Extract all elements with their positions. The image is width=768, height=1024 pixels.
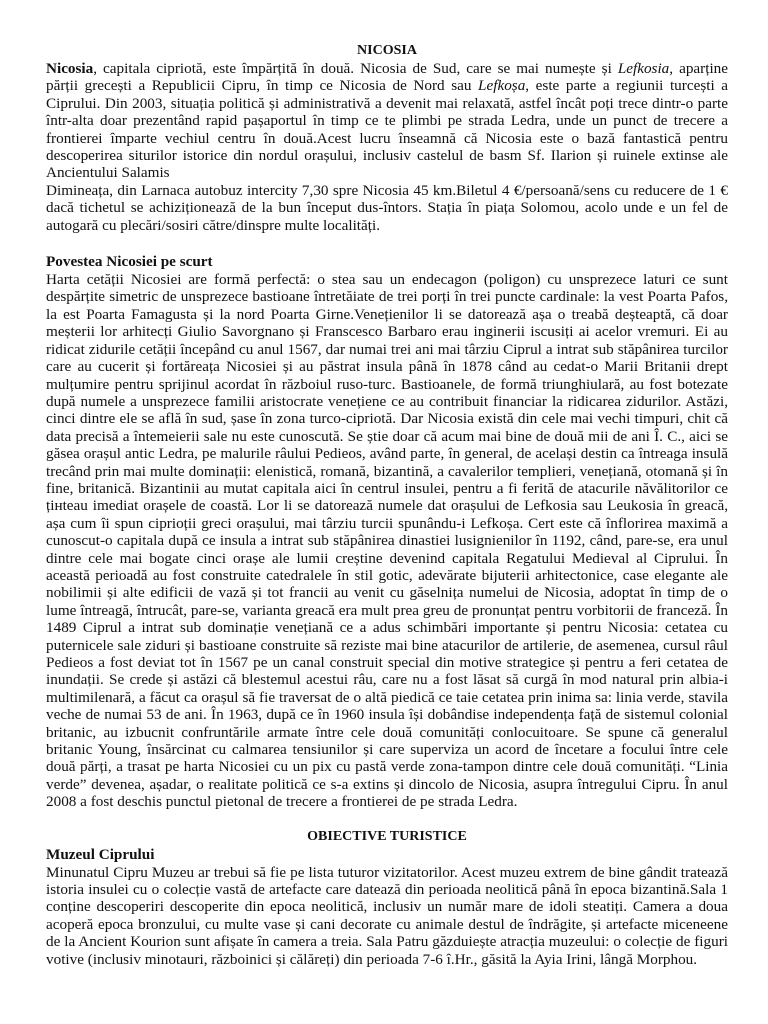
intro-text-part2: , aparține părții grecești a Republicii Cipru, în timp ce Nicosia de Nord sau [46,60,728,95]
museum-heading: Muzeul Ciprului [46,845,155,863]
history-paragraph: Harta cetății Nicosiei are formă perfectă: o stea sau un endecagon (poligon) cu unsprezece laturi ce sunt despărțite simetric de unsprezece bastioane întretăiate de trei porți în trei puncte cardinale: la vest Poarta Pafos, la est Poarta Famagusta și la nord Poarta Girne.Venețienilor li se datorează așa o treabă deșteaptă, că doar meșterii lor arhitecți Giulio Savorgnano și Franscesco Barbaro erau inginerii iscusiți ai acelor vremuri. Ei au ridicat zidurile cetății începând cu anul 1567, dar numai trei ani mai târziu Ciprul a intrat sub stăpânirea turcilor care au cucerit și fortăreața Nicosiei și au păstrat insula până în 1878 când au cedat-o Marii Britanii drept mulțumire pentru sprijinul acordat în războiul ruso-turc. Bastioanele, de formă triunghiulară, au fost botezate după numele a unsprezece familii aristocrate venețiene ce au contribuit financiar la ridicarea zidurilor. Astăzi, cinci dintre ele se află în sud, șase în zona turco-cipriotă. Dar Nicosia există din cele mai vechi timpuri, chit că data precisă a întemeierii sale nu este cunoscută. Se știe doar că acum mai bine de două mii de ani Î. C., aici se găsea orașul antic Ledra, pe malurile râului Pedieos, având parte, în general, de același destin ca întreaga insulă trecând prin mai multe dominații: elenistică, romană, bizantină, a cavalerilor templieri, venețiană, otomană și în fine, britanică. Bizantinii au mutat capitala aici în centrul insulei, pentru a fi ferită de atacurile năvălitorilor ce țінteau imediat orașele de coastă. Lor li se datorează numele dat orașului de Lefkosia sau Leukosia în greacă, așa cum îi spun ciprioții greci orașului, mai târziu turcii spunându-i Lefkoșa. Cert este că înflorirea maximă a cunoscut-o capitala după ce insula a intrat sub stăpânirea dinastiei lusignienilor în 1192, când, pare-se, era unul dintre cele mai bogate cinci orașe ale lumii creștine devenind capitala Regatului Medieval al Ciprului. În această perioadă au fost construite catedralele în stil gotic, adevărate bijuterii arhitectonice, case elegante ale nobilimii și alte edificii de vază și tot francii au venit cu găselnița numelui de Nicosia, adoptat în timp de o lume întreagă, întrucât, pare-se, varianta greacă era mult prea greu de pronunțat pentru vorbitorii de franceză. În 1489 Ciprul a intrat sub dominație venețiană ce a adus schimbări importante și pentru Nicosia: cetatea cu puternicele sale ziduri și bastioane construite să reziste mai bine atacurilor de artilerie, de asemenea, cursul râul Pedieos a fost deviat tot în 1567 pe un canal construit special din motive strategice și pentru a feri cetatea de inundații. Se crede și astăzi că blestemul acestui râu, care nu a fost lăsat să curgă în mod natural prin albia-i multimilenară, a făcut ca orașul să fie traversat de o altă piedică ce taie cetatea prin inima sa: linia verde, stavila veche de numai 53 de ani. În 1963, după ce în 1960 insula își dobândise independența față de sistemul colonial britanic, au izbucnit confruntările armate între cele două comunități conlocuitoare. Se spune că generalul britanic Young, însărcinat cu calmarea tensiunilor și care superviza un acord de încetare a focului între cele două părți, a trasat pe harta Nicosiei cu un pix cu pastă verde zona-tampon dintre cele două comunități. “Linia verde” devenea, așadar, o realitate politică ce s-a extins și dincolo de Nicosia, asupra întregului Cipru. În anul 2008 a fost deschis punctul pietonal de trecere a frontierei de pe strada Ledra. [46,271,728,811]
document-title: NICOSIA [357,43,417,58]
document-page [46,40,728,968]
intro-lefkosa-italic: Lefkoșa [478,77,526,95]
attractions-heading: OBIECTIVE TURISTICE [307,828,467,844]
intro-lead-bold: Nicosia [46,60,94,77]
spacer [46,234,728,253]
intro-paragraph [46,60,728,182]
transport-paragraph: Dimineața, din Larnaca autobuz intercity 7,30 spre Nicosia 45 km.Biletul 4 €/persoană/sens cu reducere de 1 € dacă tichetul se achiziționează de la bun început dus-întors. Stația în piața Solomou, acolo unde e un fel de autogară cu plecări/sosiri către/dinspre multe localități. [46,181,728,234]
intro-lefkosia-italic: Lefkosia [617,60,670,77]
history-heading: Povestea Nicosiei pe scurt [46,253,213,271]
spacer [46,811,728,826]
intro-text-part3: , este parte a regiunii turcești a Ciprului. Din 2003, situația politică și administrativă a devenit mai relaxată, astfel încât poți trece dintr-o parte într-alta doar prezentând rapid pașaportul în timp ce te plimbi pe strada Ledra, unde un punct de trecere a frontierei împarte vechiul centru în două.Acest lucru înseamnă că Nicosia este o bază fantastică pentru descoperirea siturilor istorice din nordul orașului, inclusiv castelul de basm Sf. Ilarion și ruinele extinse ale Ancientului Salamis [46,77,728,182]
museum-paragraph: Minunatul Cipru Muzeu ar trebui să fie pe lista tuturor vizitatorilor. Acest muzeu extrem de bine gândit tratează istoria insulei cu o colecție vastă de artefacte care datează din perioada neolitică până în epoca bizantină.Sala 1 conține descoperiri descoperite din epoca neolitică, inclusiv un număr mare de idoli steatiți. Camera a doua acoperă epoca bronzului, cu multe vase și cani decorate cu animale destul de îndrăgite, și artefacte miceneene de la Ancient Kourion sunt afișate în camera a treia. Sala Patru găzduiește atracția muzeului: o colecție de figuri votive (inclusiv minotauri, războinici și călăreți) din perioada 7-6 î.Hr., găsită la Ayia Irini, lângă Morphou. [46,863,728,968]
intro-text-part1: , capitala cipriotă, este împărțită în două. Nicosia de Sud, care se mai numește și [93,60,618,77]
